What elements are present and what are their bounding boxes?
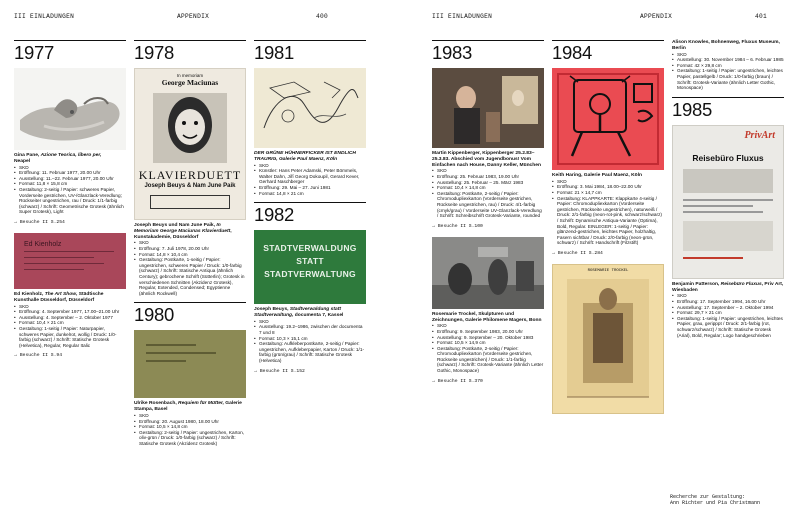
entry-caption: Benjamin Patterson, Reisebüro Fluxus, Priv Art, Wiesbaden [672,281,784,293]
entry-caption: Ed Kienholz, The Art Show, Städtische Kunsthalle Düsseldorf, Düsseldorf [14,291,104,303]
design-research-credits: Recherche zur Gestaltung: Ann Richter und Pia Christmann [670,494,761,507]
cross-reference: → Besuche II S.370 [432,379,544,384]
rosenbach-card-image [134,330,246,398]
year-heading: 1977 [14,42,54,63]
entry-details: • SKD • Eröffnung: 11. Februar 1977, 20.00 Uhr • Ausstellung: 11.–22. Februar 1977, 20.00 Uhr • Format: 11,8 × 15,8 cm • Gestaltung: 2-seitig / Papier: schweres Papier, Vorderseite gestrichen, UV-/Glanzlack-Veredlung; Rückseiter ungestrichen, rau / Druck: 1/1-farbig (schwarz) / Schrift: Geometrische Grotesk (ähnlich Super Grotesk), Light [14,165,126,215]
year-heading: 1985 [672,98,712,120]
page-number: 400 [316,13,329,20]
cross-reference: → Besuche II S.284 [552,251,664,256]
section-header: III EINLADUNGEN [14,13,75,20]
chapter-header: APPENDIX [640,13,673,20]
page-number: 401 [755,13,768,20]
huehnerficker-drawing [254,68,366,148]
column-rule [254,40,366,41]
chapter-header: APPENDIX [177,13,210,20]
entry-details: • SKD • Eröffnung: 3. Mai 1984, 18.00–22.00 Uhr • Format: 21 × 14,7 cm • Gestaltung: KLAPPKARTE: Klappkarte 4-seitig / Papier: Chromodupliexkarton (Vorderseite gestrichen, Rückseite ungestrichen), naturweiß / Druck: 2/1-farbig (neon-rot-pink, schwarz/schwarz) / Schrift: Dynamische Antiqua-Variante (Optima), Bold, Regular. EINLEGER: 1-seitig / Papier: glänzend-gestrichen, leichtes Papier, holzhaltig, Fasern sichtbar / Druck: 2/0-farbig (neon-grün, schwarz) / Schrift: Handschrift (Filzstift) [552,179,664,246]
cross-reference: → Besuche II S.254 [14,220,126,225]
column-1978 [134,40,246,446]
entry-caption: DER GRÜNE HÜHNERFICKER IST ENDLICH TRAURIG, Galerie Paul Maenz, Köln [254,151,356,162]
column-rule [432,40,544,41]
year-heading: 1981 [254,42,294,63]
year-heading: 1984 [552,42,592,63]
cross-reference: → Besuche II S.94 [14,353,126,358]
column-rule [254,202,366,203]
entry-details: • SKD • Eröffnung: 25. Februar 1983, 19.00 Uhr • Ausstellung: 25. Februar – 25. März 1983 • Format: 10,4 × 14,8 cm • Gestaltung: Postkarte, 2-seitig / Papier: Chromodupliexkarton (Vorderseite gestrichen, Rückseite ungestrichen, rau) / Druck: 4/1-farbig (cmyk/grau) / Vorderseite UV-Glanzlack-Veredlung / Schrift: Schreibschrift Grotesk-Variante, rounded [432,168,544,218]
entry-caption: Ulrike Rosenbach, Requiem für Mütter, Galerie Stampa, Basel [134,401,242,413]
kippenberger-photo [432,68,544,148]
kienholz-card-image: Ed Kienholz [14,233,126,289]
entry-caption: Alison Knowles, Bohnenweg, Fluxus Museum, Berlin [672,40,780,51]
entry-details: • SKD • Eröffnung: 7. Juli 1978, 20.00 Uhr • Format: 14,8 × 10,4 cm • Gestaltung: Postkarte, 1-seitig / Papier: ungestrichen, schweres Papier / Druck: 1/0-farbig (schwarz) / Schrift: Statische Antiqua (ähnlich Century); gebrochene Schrift (Sütterlin); Grotesk in verschiedenen Schnitten (Akzidenz Grotesk), Regular, Extended, Condensed; Egyptienne (ähnlich Rockwell) [134,240,246,296]
column-rule [14,40,126,41]
entry-details: • SKD • Eröffnung: 20. August 1980, 18.00 Uhr • Format: 10,5 × 14,8 cm • Gestaltung: 2-seitig / Papier: ungestrichen, Karton, oliv-grün / Druck: 1/0-farbig (schwarz) / Schrift: Statische Grotesk (Akzidenz Grotesk) [134,413,246,447]
year-heading: 1980 [134,304,174,326]
year-heading: 1983 [432,42,472,63]
entry-caption: Gina Pane, Azione Teorica, libero per, Neapel [14,153,102,164]
gina-pane-photo [14,68,126,150]
cross-reference: → Besuche II S.100 [432,224,544,229]
column-1983 [432,40,544,384]
entry-details: • SKD • Eröffnung: 9. September 1983, 20.00 Uhr • Ausstellung: 9. September – 20. Oktober 1983 • Format: 10,5 × 14,9 cm • Gestaltung: Postkarte, 2-seitig / Papier: Chromodupliexkarton (Vorderseite gestrichen, Rückseite ungestrichen) / Druck: 1/1-farbig (schwarz) / Schrift: Grotesk-Variante (ähnlich Letter Gothic, Monospace) [432,323,544,373]
column-rule [134,302,246,303]
right-page [400,0,800,527]
entry-details: • SKD • Künstler: Hans Peter Adamski, Peter Bömmels, Walter Dahn, Jiří Georg Dokoupil, Gerard Kever, Gerhard Naschberger • Eröffnung: 29. Mai – 27. Juni 1981 • Format: 14,8 × 21 cm [254,163,366,197]
entry-caption: Joseph Beuys und Nam June Paik, In Memoriam George Maciunas Klavierduett, Kunstakademie, Düsseldorf [134,223,232,240]
entry-caption: Martin Kippenberger, Kippenberger 25.2.83–25.3.83. Abschied vom Jugendbonus! Vom Einfachen nach House, Danny Keller, München [432,151,541,168]
year-heading: 1982 [254,204,294,226]
reisebuero-fluxus-poster: PrivArt Reisebüro Fluxus [672,125,784,279]
entry-details: • SKD • Eröffnung: 17. September 1994, 16.00 Uhr • Ausstellung: 17. September – 2. Oktober 1994 • Format: 29,7 × 21 cm • Gestaltung: 1-seitig / Papier: ungestrichen, leichtes Papier, grau, geripppt / Druck: 2/1-farbig (rot, schwarz/schwarz) / Schrift: Statische Grotesk (Arial), Bold, Regular; Logo handgeschrieben [672,293,784,338]
beuys-paik-poster: In memoriam George Maciunas KLAVIERDUETT Joseph Beuys & Nam June Paik [134,68,246,220]
trockel-postcard: ROSEMARIE TROCKEL [552,264,664,414]
entry-caption: Rosemarie Trockel, Skulpturen und Zeichnungen, Galerie Philomene Magers, Bonn [432,311,542,323]
column-1984 [552,40,664,414]
entry-details: • SKD • Eröffnung: 4. September 1977, 17.00–21.00 Uhr • Ausstellung: 4. September – 2. Oktober 1977 • Format: 10,4 × 21 cm • Gestaltung: 1-seitig / Papier: Naturpapier, schweres Papier, dunkelrot, wollig / Druck: 1/0-farbig (schwarz) / Schrift: Statische Grotesk (Helvetica), Regular, Regular Italic [14,304,126,349]
stadtverwaldung-sign: STADTVERWALDUNG STATT STADTVERWALTUNG [254,230,366,304]
column-1985 [672,40,784,338]
column-1981 [254,40,366,374]
trockel-photo [432,237,544,309]
column-rule [552,40,664,41]
cross-reference: → Besuche II S.152 [254,369,366,374]
keith-haring-card [552,68,664,170]
section-header: III EINLADUNGEN [432,13,493,20]
entry-caption: Joseph Beuys, Stadtverwaldung statt Stadtverwaltung, documenta 7, Kassel [254,307,344,318]
year-heading: 1978 [134,42,174,63]
column-rule [134,40,246,41]
entry-caption: Keith Haring, Galerie Paul Maenz, Köln [552,173,642,178]
entry-details: • SKD • Ausstellung: 19.2–1986, zwischen der documenta 7 und 8 • Format: 10,3 × 15,1 cm • Gestaltung: Aufkleberpostkarte, 2-seitig / Papier: ungestrichen, Aufkleberpapier, Karton / Druck: 1/1-farbig (grün/grau) / Schrift: Statische Grotesk (Helvetica) [254,319,366,364]
entry-details: • SKD • Ausstellung: 30. November 1984 – 6. Februar 1985 • Format: 42 × 29,8 cm • Gestaltung: 1-seitig / Papier: ungestrichen, leichtes Papier, pastellgelb / Druck: 1/0-farbig (braun) / Schrift: Grotesk-Variante (ähnlich Letter Gothic, Monospace) [672,52,784,91]
column-1977 [14,40,126,358]
column-rule [672,97,784,98]
